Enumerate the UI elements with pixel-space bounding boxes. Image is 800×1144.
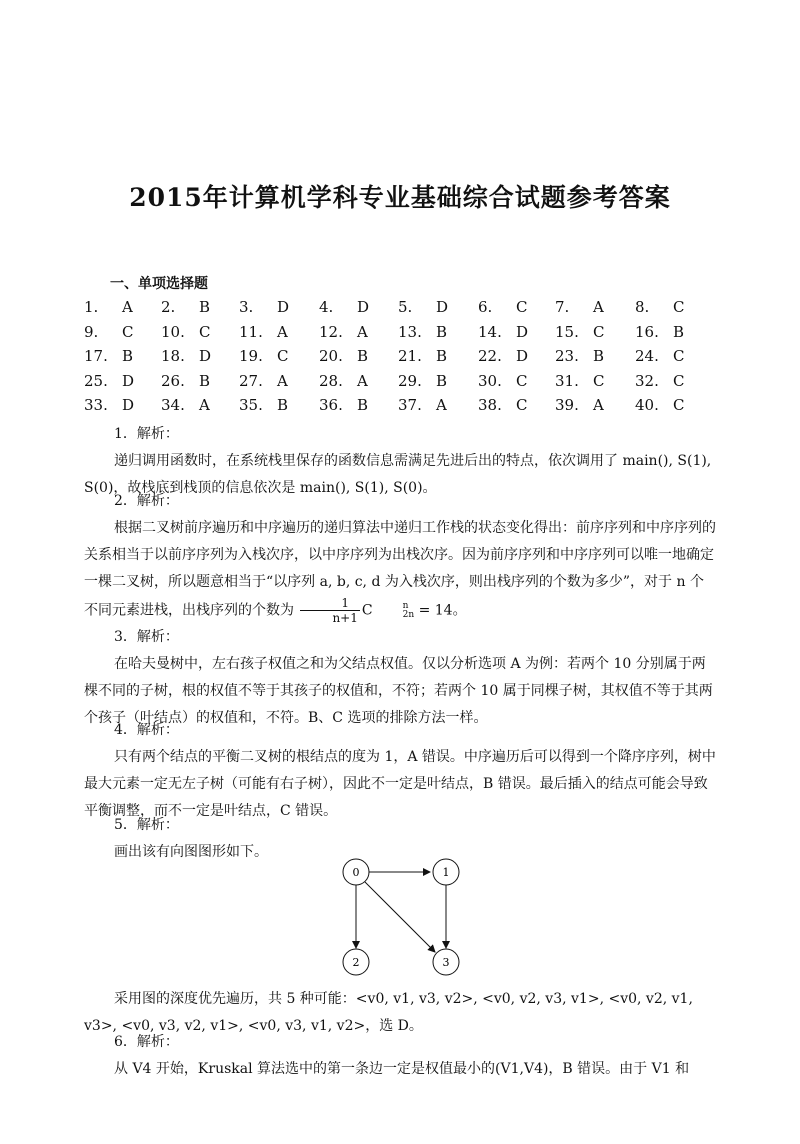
fraction-denominator: n+1 [332,611,358,625]
explanation-text-part: 根据二叉树前序遍历和中序遍历的递归算法中递归工作栈的状态变化得出：前序序列和中序序列的关系相当于以前序序列为入栈次序，以中序序列为出栈次序。因为前序序列和中序序列可以唯一地确定一棵二叉树，所以题意相当于“以序列 a, b, c, d 为入栈次序，则出栈序列的个数为多少”，对于 n 个不同元素进栈，出栈序列的个数为 [84,520,716,619]
explanation-4 [84,717,716,825]
answer-letter: A [357,371,368,390]
fraction [300,596,359,625]
answer-letter: C [673,298,685,316]
explanation-3 [84,624,716,732]
explanation-text-part: = 14。 [414,602,467,619]
answer-row [84,298,704,323]
explanation-intro: 画出该有向图图形如下。 [114,844,268,860]
fraction-numerator: 1 [300,596,359,611]
question-number: 39. [555,396,579,414]
answer-letter: A [122,298,133,316]
answer-item [239,298,289,316]
answer-letter: B [357,396,369,414]
answer-letter: D [122,371,135,390]
question-number: 18. [161,347,185,365]
question-number: 37. [398,396,422,414]
svg-text:2: 2 [352,956,360,969]
answer-letter: D [277,298,290,316]
svg-text:0: 0 [352,866,360,879]
answer-letter: A [199,396,210,414]
explanation-text [84,515,716,625]
answer-letter: D [516,347,529,365]
question-number: 33. [84,396,108,414]
question-number: 14. [478,322,502,341]
answer-letter: B [277,396,289,414]
explanation-text: 只有两个结点的平衡二叉树的根结点的度为 1，A 错误。中序遍历后可以得到一个降序序列，树中最大元素一定无左子树（可能有右子树），因此不一定是叶结点，B 错误。最后插入的结点可能会导致平衡调整，而不一定是叶结点，C 错误。 [84,749,716,819]
page-title: 2015年计算机学科专业基础综合试题参考答案 [129,183,671,212]
question-number: 30. [478,371,502,390]
answer-letter: A [593,298,604,316]
question-number: 2. [161,298,176,316]
graph-node-3 [433,949,459,975]
explanation-6 [84,1029,716,1083]
question-number: 16. [635,322,659,341]
explanation-text: 在哈夫曼树中，左右孩子权值之和为父结点权值。仅以分析选项 A 为例：若两个 10 分别属于两棵不同的子树，根的权值不等于其孩子的权值和，不符；若两个 10 属于同棵子树，其权值不等于其两个孩子（叶结点）的权值和，不符。B、C 选项的排除方法一样。 [84,656,713,726]
question-number: 25. [84,371,108,390]
answer-letter: C [122,322,134,341]
answer-letter: D [357,298,370,316]
answer-row [84,396,704,421]
answer-item [84,323,133,341]
answer-letter: D [436,298,449,316]
answer-item [635,396,684,414]
answer-item [478,396,527,414]
explanation-label: 4．解析： [114,722,179,738]
question-number: 13. [398,322,422,341]
answer-letter: B [122,347,134,365]
answer-letter: C [516,371,528,390]
answer-letter: D [199,347,212,365]
graph-node-2 [343,949,369,975]
question-number: 9. [84,322,99,341]
answer-item [478,347,528,365]
answer-item [555,323,604,341]
answer-item [319,298,369,316]
answer-item [398,323,447,341]
answer-letter: B [199,298,211,316]
formula-c: C [361,602,373,619]
question-number: 22. [478,347,502,365]
question-number: 11. [239,322,263,341]
explanation-label: 3．解析： [114,629,179,645]
answer-letter: C [593,322,605,341]
answer-letter: B [436,322,448,341]
question-number: 32. [635,371,659,390]
question-number: 28. [319,371,343,390]
explanation-text: 递归调用函数时，在系统栈里保存的函数信息需满足先进后出的特点，依次调用了 main(), S(1), S(0)，故栈底到栈顶的信息依次是 main(), S(1), S(0)。 [84,453,712,496]
question-number: 12. [319,322,343,341]
answer-item [84,396,134,414]
question-number: 36. [319,396,343,414]
answer-item [239,396,288,414]
answer-letter: A [436,396,447,414]
answer-item [635,372,684,390]
answer-item [239,372,288,390]
answer-letter: A [277,322,288,341]
answer-item [478,298,527,316]
svg-text:3: 3 [442,956,450,969]
question-number: 10. [161,322,185,341]
question-number: 27. [239,371,263,390]
answer-item [635,347,684,365]
question-number: 17. [84,347,108,365]
answer-grid [84,298,704,421]
explanation-2 [84,488,716,625]
answer-item [555,372,604,390]
answer-letter: B [199,371,211,390]
question-number: 5. [398,298,413,316]
answer-letter: B [436,347,448,365]
answer-item [161,372,210,390]
answer-item [635,323,684,341]
question-number: 15. [555,322,579,341]
question-number: 23. [555,347,579,365]
answer-row [84,323,704,348]
answer-letter: B [357,347,369,365]
answer-letter: A [593,396,604,414]
explanation-text: 从 V4 开始，Kruskal 算法选中的第一条边一定是权值最小的(V1,V4)，B 错误。由于 V1 和 [114,1061,690,1077]
question-number: 26. [161,371,185,390]
question-number: 6. [478,298,493,316]
answer-letter: C [673,396,685,414]
question-number: 4. [319,298,334,316]
answer-item [161,298,210,316]
answer-item [319,372,368,390]
answer-letter: C [199,322,211,341]
answer-item [555,396,604,414]
explanation-label: 5．解析： [114,817,179,833]
answer-item [161,347,211,365]
directed-graph-diagram [334,848,474,978]
answer-item [161,323,210,341]
answer-letter: C [277,347,289,365]
answer-item [84,372,134,390]
question-number: 1. [84,298,99,316]
explanation-label: 6．解析： [114,1034,179,1050]
answer-letter: B [436,371,448,390]
question-number: 35. [239,396,263,414]
section-heading: 一、单项选择题 [110,276,208,292]
answer-item [398,347,447,365]
question-number: 29. [398,371,422,390]
answer-letter: C [516,298,528,316]
question-number: 40. [635,396,659,414]
answer-item [398,372,447,390]
answer-item [555,347,604,365]
answer-letter: C [593,371,605,390]
answer-item [398,396,447,414]
svg-text:1: 1 [442,866,450,879]
answer-item [319,323,368,341]
answer-item [398,298,448,316]
answer-item [84,347,133,365]
answer-item [319,396,368,414]
question-number: 38. [478,396,502,414]
question-number: 31. [555,371,579,390]
question-number: 19. [239,347,263,365]
question-number: 7. [555,298,570,316]
answer-row [84,372,704,397]
answer-item [161,396,210,414]
answer-letter: B [593,347,605,365]
answer-letter: A [277,371,288,390]
explanation-label: 1．解析： [114,426,179,442]
formula-subscript: 2n [402,609,415,620]
question-number: 20. [319,347,343,365]
question-number: 3. [239,298,254,316]
question-number: 24. [635,347,659,365]
answer-row [84,347,704,372]
question-number: 21. [398,347,422,365]
graph-node-0 [343,859,369,885]
question-number: 34. [161,396,185,414]
answer-item [319,347,368,365]
answer-item [478,323,528,341]
answer-letter: C [673,371,685,390]
explanation-label: 2．解析： [114,493,179,509]
explanation-text: 采用图的深度优先遍历，共 5 种可能：<v0, v1, v3, v2>, <v0, v2, v3, v1>, <v0, v2, v1, v3>, <v0, v3, v2, v1>, <v0, v3, v1, v2>，选 D。 [84,991,693,1034]
answer-letter: D [122,396,135,414]
answer-letter: C [673,347,685,365]
graph-node-1 [433,859,459,885]
answer-item [84,298,133,316]
answer-item [239,347,288,365]
answer-letter: C [516,396,528,414]
edge-0-3 [365,882,435,952]
formula-superscript: n [402,600,409,611]
answer-letter: D [516,322,529,341]
answer-item [478,372,527,390]
answer-item [239,323,288,341]
question-number: 8. [635,298,650,316]
answer-item [555,298,604,316]
answer-letter: B [673,322,685,341]
answer-item [635,298,684,316]
answer-letter: A [357,322,368,341]
